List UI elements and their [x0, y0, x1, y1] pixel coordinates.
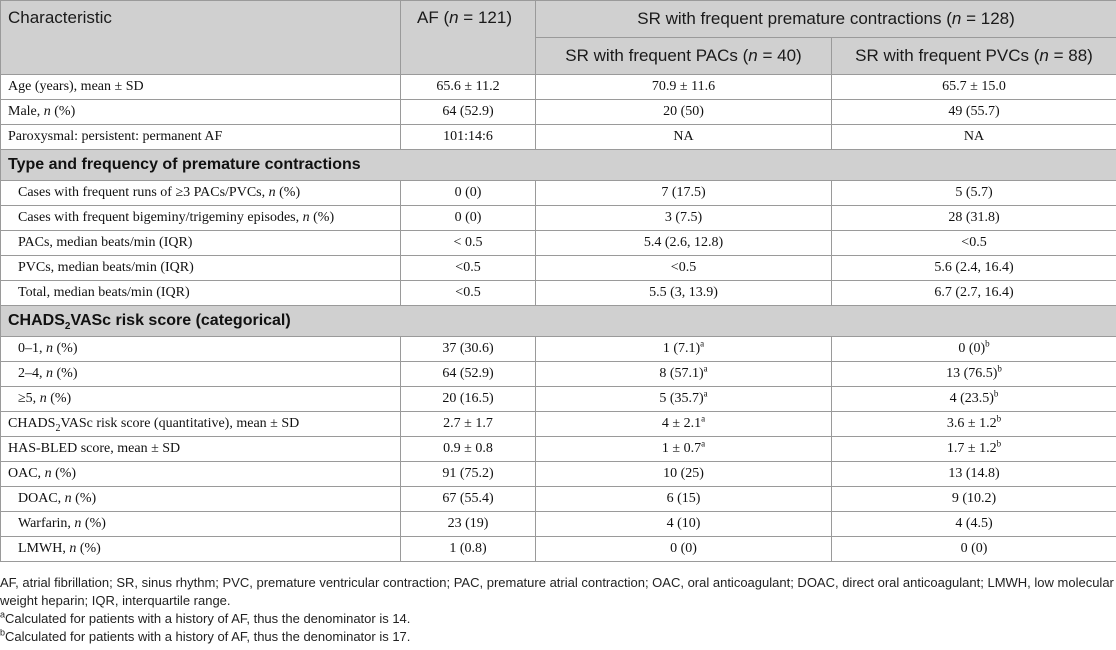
row-label: PACs, median beats/min (IQR)	[1, 231, 401, 256]
section-header-chads	[1, 306, 1116, 337]
cell-pvc: 1.7 ± 1.2$^b$	[832, 437, 1116, 462]
cell-pvc: 0 (0)	[832, 537, 1116, 562]
cell-af: 1 (0.8)	[401, 537, 536, 562]
row-label: Warfarin, n (%)	[1, 512, 401, 537]
cell-pvc: 9 (10.2)	[832, 487, 1116, 512]
cell-pac: 70.9 ± 11.6	[536, 75, 832, 100]
table-row	[1, 231, 1116, 256]
table-row	[1, 537, 1116, 562]
row-label: Cases with frequent bigeminy/trigeminy episodes, n (%)	[1, 206, 401, 231]
row-label: Paroxysmal: persistent: permanent AF	[1, 125, 401, 150]
cell-pac: 3 (7.5)	[536, 206, 832, 231]
table-row	[1, 125, 1116, 150]
row-label: Total, median beats/min (IQR)	[1, 281, 401, 306]
row-label: DOAC, n (%)	[1, 487, 401, 512]
cell-pvc: 0 $(0)^b$	[832, 337, 1116, 362]
cell-pac: 1 $(7.1)^a$	[536, 337, 832, 362]
cell-pvc: 6.7 (2.7, 16.4)	[832, 281, 1116, 306]
table-row	[1, 462, 1116, 487]
footnote-abbreviations: AF, atrial fibrillation; SR, sinus rhythm; PVC, premature ventricular contraction; PAC, premature atrial contraction; OAC, oral anticoagulant; DOAC, direct oral anticoagulant; LMWH, low molecular weight heparin; IQR, interquartile range.	[0, 575, 1114, 608]
cell-af: 64 (52.9)	[401, 362, 536, 387]
cell-af: 0 (0)	[401, 181, 536, 206]
cell-af: <0.5	[401, 256, 536, 281]
section-title: Type and frequency of premature contractions	[1, 150, 1116, 181]
table-row	[1, 206, 1116, 231]
cell-af: 20 (16.5)	[401, 387, 536, 412]
row-label: ≥5, n (%)	[1, 387, 401, 412]
cell-pvc: 13 $(76.5)^b$	[832, 362, 1116, 387]
footnote-a: $^a$Calculated for patients with a history of AF, thus the denominator is 14.	[0, 609, 411, 626]
cell-pvc: NA	[832, 125, 1116, 150]
section-header-premature	[1, 150, 1116, 181]
section-title: $CHADS_2VASc$ risk score (categorical)	[1, 306, 1116, 337]
cell-af: 23 (19)	[401, 512, 536, 537]
row-label: $CHADS_2VASc$ risk score (quantitative), mean ± SD	[1, 412, 401, 437]
row-label: 0–1, n (%)	[1, 337, 401, 362]
cell-pac: 0 (0)	[536, 537, 832, 562]
table-row	[1, 337, 1116, 362]
table-row	[1, 362, 1116, 387]
table-row	[1, 100, 1116, 125]
cell-pac: 5 $(35.7)^a$	[536, 387, 832, 412]
cell-af: 91 (75.2)	[401, 462, 536, 487]
cell-pac: 5.4 (2.6, 12.8)	[536, 231, 832, 256]
cell-pac: 4 (10)	[536, 512, 832, 537]
cell-pvc: 5 (5.7)	[832, 181, 1116, 206]
cell-pvc: 49 (55.7)	[832, 100, 1116, 125]
cell-pvc: 3.6 ± 1.2$^b$	[832, 412, 1116, 437]
header-characteristic: Characteristic	[1, 1, 401, 75]
cell-pvc: 65.7 ± 15.0	[832, 75, 1116, 100]
cell-pvc: <0.5	[832, 231, 1116, 256]
cell-pac: 7 (17.5)	[536, 181, 832, 206]
table-row	[1, 412, 1116, 437]
cell-af: 101:14:6	[401, 125, 536, 150]
cell-af: 0 (0)	[401, 206, 536, 231]
row-label: Cases with frequent runs of ≥3 PACs/PVCs, n (%)	[1, 181, 401, 206]
cell-pac: 1 ± 0.7$^a$	[536, 437, 832, 462]
cell-af: <0.5	[401, 281, 536, 306]
row-label: PVCs, median beats/min (IQR)	[1, 256, 401, 281]
row-label: 2–4, n (%)	[1, 362, 401, 387]
cell-pac: <0.5	[536, 256, 832, 281]
footnote-b: $^b$Calculated for patients with a history of AF, thus the denominator is 17.	[0, 627, 411, 644]
cell-pvc: 13 (14.8)	[832, 462, 1116, 487]
cell-pvc: 4 $(23.5)^b$	[832, 387, 1116, 412]
table-row	[1, 387, 1116, 412]
header-sr-group: SR with frequent premature contractions (n = 128)	[536, 1, 1116, 38]
cell-pvc: 28 (31.8)	[832, 206, 1116, 231]
row-label: OAC, n (%)	[1, 462, 401, 487]
cell-pac: 8 $(57.1)^a$	[536, 362, 832, 387]
table-row	[1, 437, 1116, 462]
row-label: Male, n (%)	[1, 100, 401, 125]
row-label: HAS-BLED score, mean ± SD	[1, 437, 401, 462]
row-label: LMWH, n (%)	[1, 537, 401, 562]
cell-af: 67 (55.4)	[401, 487, 536, 512]
cell-pvc: 4 (4.5)	[832, 512, 1116, 537]
cell-pac: 4 ± 2.1$^a$	[536, 412, 832, 437]
header-pvcs: SR with frequent PVCs (n = 88)	[832, 38, 1116, 75]
cell-pac: NA	[536, 125, 832, 150]
table-row	[1, 181, 1116, 206]
cell-af: 0.9 ± 0.8	[401, 437, 536, 462]
row-label: Age (years), mean ± SD	[1, 75, 401, 100]
cell-af: 65.6 ± 11.2	[401, 75, 536, 100]
header-pacs: SR with frequent PACs (n = 40)	[536, 38, 832, 75]
table-row	[1, 487, 1116, 512]
cell-pac: 20 (50)	[536, 100, 832, 125]
cell-af: 64 (52.9)	[401, 100, 536, 125]
table-row	[1, 75, 1116, 100]
table-row	[1, 256, 1116, 281]
table-row	[1, 281, 1116, 306]
cell-pac: 10 (25)	[536, 462, 832, 487]
cell-af: 2.7 ± 1.7	[401, 412, 536, 437]
cell-af: 37 (30.6)	[401, 337, 536, 362]
cell-af: < 0.5	[401, 231, 536, 256]
table-footnotes	[0, 574, 1116, 646]
cell-pac: 5.5 (3, 13.9)	[536, 281, 832, 306]
cell-pac: 6 (15)	[536, 487, 832, 512]
cell-pvc: 5.6 (2.4, 16.4)	[832, 256, 1116, 281]
table-row	[1, 512, 1116, 537]
header-af: AF (n = 121)	[401, 1, 536, 75]
